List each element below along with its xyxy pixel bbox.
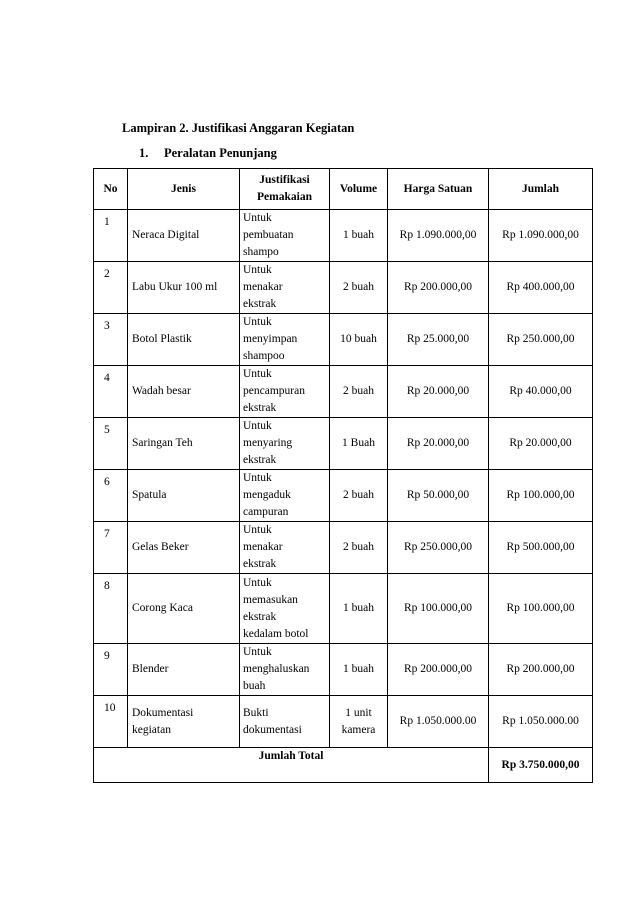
cell-jenis: Neraca Digital	[128, 210, 240, 262]
table-row	[94, 470, 593, 522]
cell-jenis: Wadah besar	[128, 366, 240, 418]
cell-justifikasi: Bukti dokumentasi	[240, 696, 330, 748]
cell-volume: 10 buah	[330, 314, 388, 366]
cell-jenis: Spatula	[128, 470, 240, 522]
cell-volume: 2 buah	[330, 470, 388, 522]
budget-table	[93, 168, 593, 783]
cell-harga-satuan: Rp 1.050.000.00	[388, 696, 489, 748]
cell-no: 6	[94, 470, 128, 522]
cell-jumlah: Rp 40.000,00	[489, 366, 593, 418]
cell-harga-satuan: Rp 200.000,00	[388, 262, 489, 314]
cell-no: 10	[94, 696, 128, 748]
cell-jenis: Gelas Beker	[128, 522, 240, 574]
table-row	[94, 574, 593, 644]
cell-justifikasi: Untuk menyaring ekstrak	[240, 418, 330, 470]
cell-harga-satuan: Rp 20.000,00	[388, 366, 489, 418]
cell-harga-satuan: Rp 25.000,00	[388, 314, 489, 366]
header-jenis: Jenis	[128, 169, 240, 210]
cell-volume: 1 unit kamera	[330, 696, 388, 748]
section-heading	[139, 146, 277, 161]
cell-volume: 1 Buah	[330, 418, 388, 470]
cell-jenis: Botol Plastik	[128, 314, 240, 366]
table-row	[94, 366, 593, 418]
cell-volume: 2 buah	[330, 262, 388, 314]
cell-jumlah: Rp 400.000,00	[489, 262, 593, 314]
cell-jumlah: Rp 500.000,00	[489, 522, 593, 574]
header-volume: Volume	[330, 169, 388, 210]
cell-no: 5	[94, 418, 128, 470]
cell-no: 9	[94, 644, 128, 696]
total-value: Rp 3.750.000,00	[489, 748, 593, 783]
header-no: No	[94, 169, 128, 210]
cell-volume: 1 buah	[330, 644, 388, 696]
table-row	[94, 644, 593, 696]
cell-jumlah: Rp 1.050.000.00	[489, 696, 593, 748]
cell-no: 4	[94, 366, 128, 418]
cell-volume: 2 buah	[330, 522, 388, 574]
header-jumlah: Jumlah	[489, 169, 593, 210]
cell-justifikasi: Untuk menakar ekstrak	[240, 522, 330, 574]
cell-harga-satuan: Rp 200.000,00	[388, 644, 489, 696]
header-harga-satuan: Harga Satuan	[388, 169, 489, 210]
table-row	[94, 262, 593, 314]
cell-jumlah: Rp 100.000,00	[489, 574, 593, 644]
cell-justifikasi: Untuk pencampuran ekstrak	[240, 366, 330, 418]
header-justifikasi: Justifikasi Pemakaian	[240, 169, 330, 210]
cell-jumlah: Rp 100.000,00	[489, 470, 593, 522]
table-header-row	[94, 169, 593, 210]
cell-no: 1	[94, 210, 128, 262]
cell-justifikasi: Untuk menghaluskan buah	[240, 644, 330, 696]
cell-jumlah: Rp 250.000,00	[489, 314, 593, 366]
cell-no: 7	[94, 522, 128, 574]
total-row	[94, 748, 593, 783]
cell-no: 3	[94, 314, 128, 366]
cell-no: 8	[94, 574, 128, 644]
cell-harga-satuan: Rp 50.000,00	[388, 470, 489, 522]
total-label: Jumlah Total	[94, 748, 489, 783]
table-row	[94, 314, 593, 366]
cell-justifikasi: Untuk menyimpan shampoo	[240, 314, 330, 366]
table-row	[94, 522, 593, 574]
table-row	[94, 696, 593, 748]
cell-jenis: Dokumentasi kegiatan	[128, 696, 240, 748]
document-title: Lampiran 2. Justifikasi Anggaran Kegiatan	[122, 121, 355, 135]
cell-jenis: Corong Kaca	[128, 574, 240, 644]
table-row	[94, 418, 593, 470]
cell-jenis: Saringan Teh	[128, 418, 240, 470]
cell-justifikasi: Untuk menakar ekstrak	[240, 262, 330, 314]
cell-jumlah: Rp 20.000,00	[489, 418, 593, 470]
section-label: Peralatan Penunjang	[164, 146, 277, 160]
cell-volume: 2 buah	[330, 366, 388, 418]
cell-harga-satuan: Rp 1.090.000,00	[388, 210, 489, 262]
table-row	[94, 210, 593, 262]
cell-no: 2	[94, 262, 128, 314]
table-body	[94, 210, 593, 748]
cell-jenis: Blender	[128, 644, 240, 696]
cell-justifikasi: Untuk mengaduk campuran	[240, 470, 330, 522]
section-number: 1.	[139, 146, 149, 160]
cell-volume: 1 buah	[330, 574, 388, 644]
cell-jumlah: Rp 200.000,00	[489, 644, 593, 696]
cell-harga-satuan: Rp 250.000,00	[388, 522, 489, 574]
cell-justifikasi: Untuk memasukan ekstrak kedalam botol	[240, 574, 330, 644]
cell-harga-satuan: Rp 20.000,00	[388, 418, 489, 470]
cell-harga-satuan: Rp 100.000,00	[388, 574, 489, 644]
cell-justifikasi: Untuk pembuatan shampo	[240, 210, 330, 262]
cell-jumlah: Rp 1.090.000,00	[489, 210, 593, 262]
cell-jenis: Labu Ukur 100 ml	[128, 262, 240, 314]
cell-volume: 1 buah	[330, 210, 388, 262]
